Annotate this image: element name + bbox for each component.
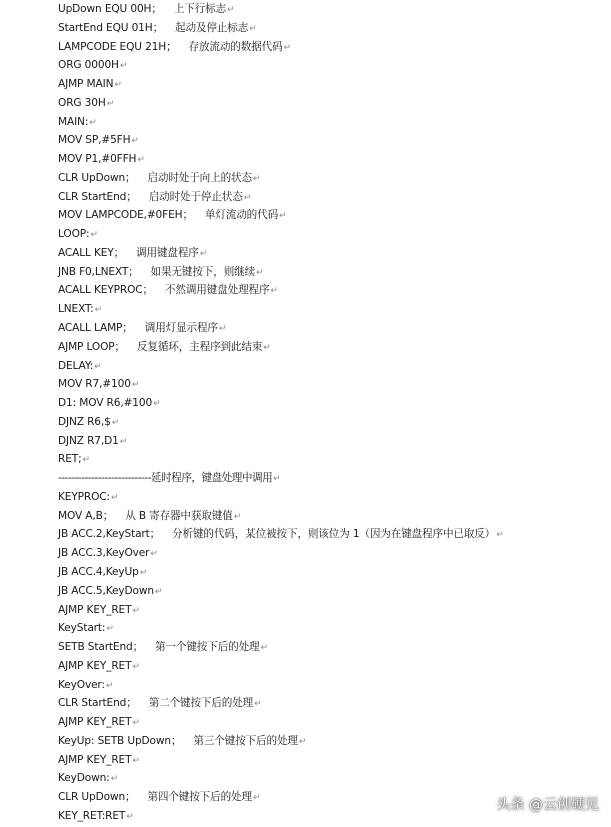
code-comment: 第一个键按下后的处理 (155, 641, 260, 654)
code-line (58, 375, 603, 394)
code-text: DELAY: (58, 359, 94, 372)
paragraph-mark-icon: ↵ (137, 155, 145, 166)
code-comment: 上下行标志 (173, 3, 227, 15)
paragraph-mark-icon: ↵ (110, 492, 119, 503)
code-text: MOV R7,#100 (58, 378, 131, 391)
code-line (58, 544, 603, 563)
code-text: MOV SP,#5FH (58, 134, 131, 147)
code-line (58, 694, 603, 713)
paragraph-mark-icon: ↵ (110, 774, 118, 785)
code-line (58, 131, 603, 150)
code-line (58, 56, 603, 75)
code-text: CLR UpDown； (58, 171, 136, 184)
code-text: ORG 0000H (58, 59, 119, 72)
code-text: RET; (58, 453, 82, 466)
code-line (58, 38, 603, 57)
code-comment: 第四个键按下后的处理 (147, 791, 252, 804)
code-line (58, 507, 603, 526)
code-line (58, 638, 603, 657)
paragraph-mark-icon: ↵ (256, 267, 264, 278)
code-text: ACALL KEY； (58, 246, 125, 259)
code-text: ----------------------------延时程序，键盘处理中调用 (58, 472, 273, 485)
code-text: MOV A,B； (58, 509, 114, 522)
code-text: AJMP KEY_RET (58, 659, 132, 672)
paragraph-mark-icon: ↵ (298, 736, 307, 747)
code-comment: 启动时处于停止状态 (148, 190, 243, 203)
code-comment: 分析键的代码，某位被按下，则该位为 1（因为在键盘程序中已取反） (172, 528, 496, 541)
code-text: AJMP KEY_RET (58, 753, 132, 766)
paragraph-mark-icon: ↵ (150, 549, 158, 560)
paragraph-mark-icon: ↵ (126, 811, 134, 822)
paragraph-mark-icon: ↵ (263, 342, 271, 353)
paragraph-mark-icon: ↵ (283, 42, 291, 53)
code-line (58, 206, 603, 225)
code-line (58, 619, 603, 638)
code-line (58, 713, 603, 732)
paragraph-mark-icon: ↵ (106, 624, 114, 635)
code-text: MOV P1,#0FFH (58, 153, 137, 166)
code-line (58, 732, 603, 751)
code-line (58, 413, 603, 432)
watermark: 头条 @云创硬见 (496, 797, 599, 813)
code-line (58, 300, 603, 319)
code-line (58, 263, 603, 282)
code-comment: 第三个键按下后的处理 (193, 734, 298, 747)
code-line (58, 657, 603, 676)
code-line (58, 394, 603, 413)
paragraph-mark-icon: ↵ (199, 248, 208, 259)
paragraph-mark-icon: ↵ (119, 61, 128, 72)
code-text: SETB StartEnd； (58, 641, 144, 654)
paragraph-mark-icon: ↵ (249, 23, 257, 34)
paragraph-mark-icon: ↵ (105, 680, 114, 691)
code-text: AJMP KEY_RET (58, 603, 132, 616)
code-line (58, 751, 603, 770)
code-comment: 不然调用键盘处理程序 (164, 284, 270, 297)
code-text: ACALL KEYPROC； (58, 284, 153, 297)
code-text: LAMPCODE EQU 21H； (58, 40, 177, 53)
paragraph-mark-icon: ↵ (252, 173, 261, 184)
paragraph-mark-icon: ↵ (233, 511, 242, 522)
code-comment: 调用键盘程序 (136, 246, 199, 259)
code-line (58, 338, 603, 357)
paragraph-mark-icon: ↵ (279, 211, 287, 222)
code-line (58, 188, 603, 207)
code-line (58, 563, 603, 582)
code-line (58, 469, 603, 488)
paragraph-mark-icon: ↵ (90, 230, 98, 241)
paragraph-mark-icon: ↵ (119, 436, 128, 447)
code-comment: 从 B 寄存器中获取键值 (125, 509, 233, 522)
code-comment: 调用灯显示程序 (144, 322, 218, 335)
paragraph-mark-icon: ↵ (153, 399, 161, 410)
code-text: JB ACC.4,KeyUp (58, 565, 139, 578)
paragraph-mark-icon: ↵ (270, 286, 278, 297)
paragraph-mark-icon: ↵ (139, 567, 148, 578)
code-text: MAIN: (58, 115, 89, 128)
paragraph-mark-icon: ↵ (132, 755, 140, 766)
paragraph-mark-icon: ↵ (111, 417, 120, 428)
code-text: JB ACC.2,KeyStart； (58, 528, 161, 541)
code-line (58, 281, 603, 300)
code-line (58, 150, 603, 169)
code-text: ORG 30H (58, 96, 106, 109)
paragraph-mark-icon: ↵ (254, 699, 262, 710)
code-text: StartEnd EQU 01H； (58, 21, 164, 34)
code-comment: 启动时处于向上的状态 (147, 171, 252, 184)
code-comment: 起动及停止标志 (175, 21, 249, 34)
code-text: UpDown EQU 00H； (58, 3, 162, 15)
code-text: KeyStart: (58, 622, 106, 635)
paragraph-mark-icon: ↵ (132, 718, 140, 729)
code-comment: 存放流动的数据代码 (188, 40, 283, 53)
code-line (58, 450, 603, 469)
paragraph-mark-icon: ↵ (132, 661, 140, 672)
code-text: AJMP KEY_RET (58, 716, 132, 729)
code-text: ACALL LAMP； (58, 322, 133, 335)
code-line (58, 357, 603, 376)
paragraph-mark-icon: ↵ (260, 643, 268, 654)
paragraph-mark-icon: ↵ (94, 305, 102, 316)
code-text: CLR StartEnd； (58, 697, 137, 710)
code-text: DJNZ R7,D1 (58, 434, 119, 447)
paragraph-mark-icon: ↵ (89, 117, 97, 128)
paragraph-mark-icon: ↵ (218, 324, 227, 335)
code-line (58, 244, 603, 263)
code-comment: 反复循环，主程序到此结束 (136, 340, 263, 353)
paragraph-mark-icon: ↵ (132, 605, 140, 616)
code-text: JB ACC.3,KeyOver (58, 547, 150, 560)
paragraph-mark-icon: ↵ (227, 5, 235, 15)
paragraph-mark-icon: ↵ (131, 136, 139, 147)
code-text: CLR UpDown； (58, 791, 136, 804)
code-text: LOOP: (58, 228, 90, 241)
code-line (58, 769, 603, 788)
code-line (58, 676, 603, 695)
code-text: AJMP MAIN (58, 78, 114, 91)
code-text: KeyDown: (58, 772, 110, 785)
paragraph-mark-icon: ↵ (496, 530, 504, 541)
code-line (58, 432, 603, 451)
code-line (58, 19, 603, 38)
code-text: AJMP LOOP； (58, 340, 125, 353)
code-line (58, 94, 603, 113)
code-comment: 第二个键按下后的处理 (148, 697, 254, 710)
code-comment: 单灯流动的代码 (204, 209, 279, 222)
code-line (58, 113, 603, 132)
code-line (58, 601, 603, 620)
code-text: MOV LAMPCODE,#0FEH； (58, 209, 193, 222)
code-text: DJNZ R6,$ (58, 415, 111, 428)
code-text: LNEXT: (58, 303, 94, 316)
code-line (58, 319, 603, 338)
paragraph-mark-icon: ↵ (252, 793, 261, 804)
code-text: KEY_RET:RET (58, 809, 126, 822)
paragraph-mark-icon: ↵ (94, 361, 102, 372)
code-text: D1: MOV R6,#100 (58, 397, 153, 410)
code-comment: 如果无键按下，则继续 (150, 265, 256, 278)
paragraph-mark-icon: ↵ (131, 380, 140, 391)
code-line (58, 488, 603, 507)
paragraph-mark-icon: ↵ (82, 455, 90, 466)
paragraph-mark-icon: ↵ (114, 80, 122, 91)
paragraph-mark-icon: ↵ (106, 98, 115, 109)
code-text: JNB F0,LNEXT； (58, 265, 139, 278)
code-text: KEYPROC: (58, 490, 110, 503)
code-line (58, 225, 603, 244)
paragraph-mark-icon: ↵ (243, 192, 252, 203)
code-line (58, 169, 603, 188)
code-line (58, 525, 603, 544)
document-body (58, 0, 603, 826)
code-text: KeyOver: (58, 678, 105, 691)
paragraph-mark-icon: ↵ (154, 586, 163, 597)
paragraph-mark-icon: ↵ (273, 474, 281, 485)
code-text: JB ACC.5,KeyDown (58, 584, 154, 597)
code-line (58, 75, 603, 94)
code-line (58, 582, 603, 601)
code-text: CLR StartEnd； (58, 190, 137, 203)
code-text: KeyUp: SETB UpDown； (58, 734, 182, 747)
code-line (58, 0, 603, 19)
